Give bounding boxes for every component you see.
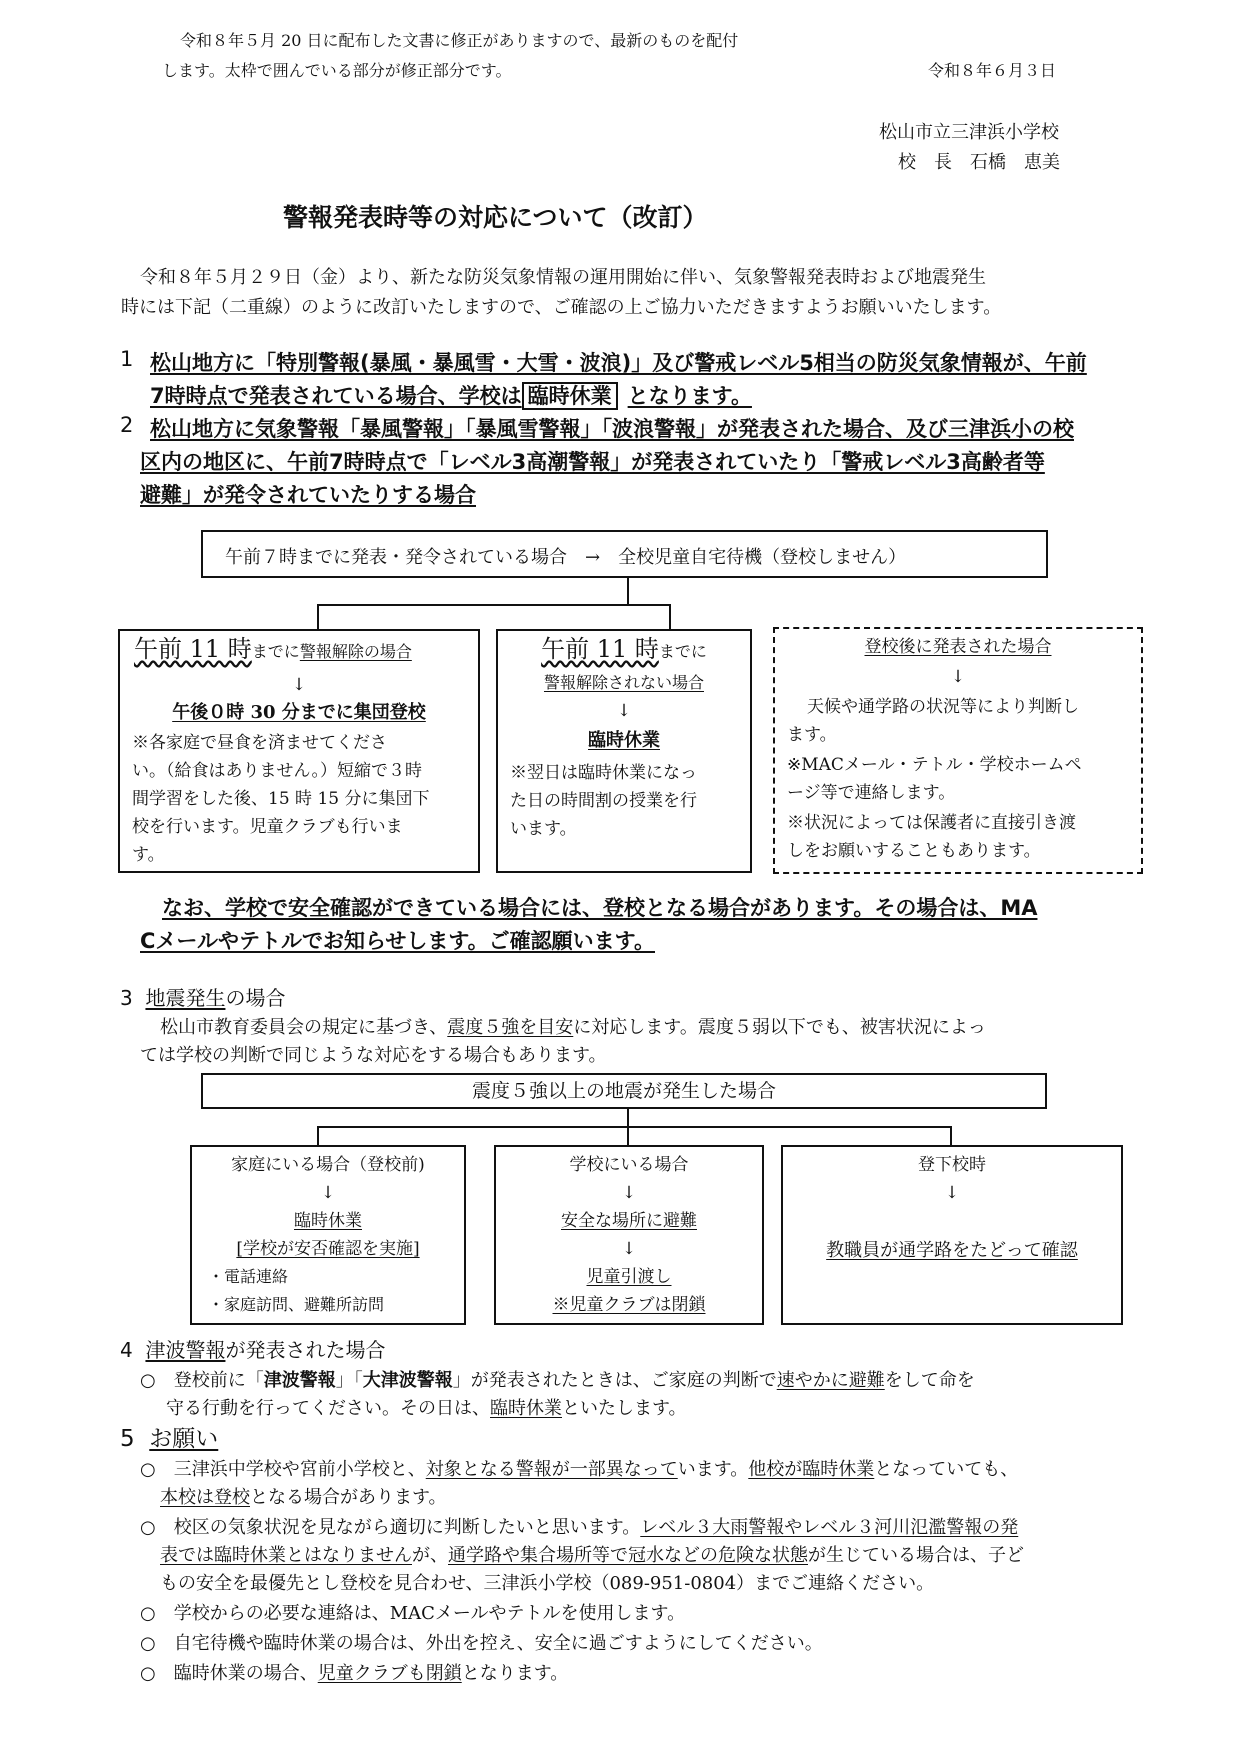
item4-evacuate-quickly: 速やかに避難	[776, 1370, 885, 1391]
safety-note-line1: なお、学校で安全確認ができている場合には、登校となる場合があります。その場合は、MA	[162, 896, 1038, 920]
r2-dangerous-conditions: 通学路や集合場所等で冠水などの危険な状態	[448, 1545, 808, 1566]
flow2-connector-vertical	[627, 1109, 629, 1127]
r2-a: ○ 校区の気象状況を見ながら適切に判断したいと思います。	[140, 1517, 641, 1538]
r2-not-closed: 表では臨時休業とはなりません	[160, 1545, 412, 1566]
r2-f: が生じている場合は、子ど	[808, 1545, 1024, 1566]
item1-line2-pre: 7時時点で発表されている場合、学校は	[150, 384, 522, 408]
flow2-top-box	[201, 1073, 1047, 1109]
flow1-connector-horizontal	[317, 604, 671, 606]
flow2-connector-horizontal	[317, 1126, 952, 1128]
item4-l1-c: 」「	[335, 1370, 363, 1391]
flow2-connector-right	[950, 1126, 952, 1146]
item3-heading	[120, 982, 285, 1011]
item1-line2-post: となります。	[627, 384, 752, 408]
principal-name: 校 長 石橋 恵美	[898, 152, 1060, 173]
r1-a: ○ 三津浜中学校や宮前小学校と、	[140, 1459, 426, 1480]
intro-line1: 令和８年５月２９日（金）より、新たな防災気象情報の運用開始に伴い、気象警報発表時および地震発生	[140, 267, 986, 288]
item4-major-tsunami-warning: 大津波警報	[362, 1370, 453, 1391]
issue-date: 令和８年６月３日	[928, 61, 1057, 80]
item4-heading-underlined: 津波警報	[145, 1338, 226, 1362]
flow2-at-home-box	[190, 1145, 466, 1325]
request-1-line1	[140, 1455, 1018, 1481]
r1-e: となっていても、	[874, 1459, 1019, 1480]
request-2-line3: もの安全を最優先とし登校を見合わせ、三津浜小学校（089-951-0804）までご連絡ください。	[160, 1573, 935, 1594]
after-arrival-line-6: しをお願いすることもあります。	[787, 841, 1041, 861]
item3-number: 3	[120, 986, 133, 1010]
item2-line3: 避難」が発令されていたりする場合	[140, 483, 476, 507]
flow1-lifted-by-11-box	[118, 629, 480, 873]
item4-number: 4	[120, 1338, 133, 1362]
at-school-heading: 学校にいる場合	[569, 1155, 689, 1175]
item4-heading-rest: が発表された場合	[225, 1338, 386, 1362]
after-arrival-line-1: 天候や通学路の状況等により判断し	[807, 697, 1079, 717]
lifted-note-2: い。（給食はありません。）短縮で３時	[132, 761, 423, 781]
request-2-line2	[160, 1541, 1024, 1567]
after-arrival-line-4: ージ等で連絡します。	[787, 783, 956, 803]
item5-number: 5	[120, 1426, 135, 1452]
item2-line2: 区内の地区に、午前7時時点で「レベル3高潮警報」が発表されていたり「警戒レベル3高齢者等	[140, 450, 1045, 474]
flow2-top-text: 震度５強以上の地震が発生した場合	[471, 1080, 776, 1102]
flow1-top-text: 午前７時までに発表・発令されている場合 → 全校児童自宅待機（登校しません）	[225, 547, 907, 568]
request-4: ○ 自宅待機や臨時休業の場合は、外出を控え、安全に過ごすようにしてください。	[140, 1633, 823, 1654]
item2-line1: 松山地方に気象警報「暴風警報」「暴風雪警報」「波浪警報」が発表された場合、及び三津浜小の校	[150, 417, 1074, 441]
commuting-heading: 登下校時	[918, 1155, 986, 1175]
lifted-result: 午後０時 30 分までに集団登校	[172, 702, 426, 723]
flow2-connector-middle	[627, 1126, 629, 1146]
r5-club-closed: 児童クラブも閉鎖	[317, 1663, 462, 1684]
at-home-safety-check: [学校が安否確認を実施]	[236, 1239, 420, 1259]
lifted-time: 午前 11 時	[134, 635, 252, 663]
correction-notice-line1: 令和８年５月 20 日に配布した文書に修正がありますので、最新のものを配付	[180, 31, 739, 50]
commuting-result: 教職員が通学路をたどって確認	[826, 1240, 1078, 1261]
r5-c: となります。	[461, 1663, 569, 1684]
item4-l2-a: 守る行動を行ってください。その日は、	[166, 1398, 490, 1419]
item4-l1-e: 」が発表されたときは、ご家庭の判断で	[452, 1370, 777, 1391]
at-home-bullet-visit: ・家庭訪問、避難所訪問	[208, 1295, 385, 1314]
r2-d: が、	[412, 1545, 448, 1566]
item5-heading	[120, 1420, 218, 1453]
r1-c: います。	[677, 1459, 749, 1480]
not-lifted-condition: 警報解除されない場合	[543, 673, 704, 692]
lifted-until: までに	[251, 642, 300, 661]
after-arrival-arrow: ↓	[950, 667, 966, 687]
flow1-top-box	[201, 530, 1048, 578]
after-arrival-line-3: ※MACメール・テトル・学校ホームペ	[787, 755, 1082, 775]
r1-our-school-open: 本校は登校	[160, 1487, 250, 1508]
at-home-heading: 家庭にいる場合（登校前)	[231, 1155, 425, 1175]
at-school-club-closed: ※児童クラブは閉鎖	[552, 1295, 706, 1315]
not-lifted-arrow: ↓	[616, 701, 632, 721]
after-arrival-line-5: ※状況によっては保護者に直接引き渡	[787, 813, 1076, 833]
flow1-connector-vertical	[627, 578, 629, 605]
flow1-after-arrival-box	[773, 627, 1143, 874]
intro-line2: 時には下記（二重線）のように改訂いたしますので、ご確認の上ご協力いただきますようお願いいたします。	[121, 297, 1002, 318]
not-lifted-heading	[498, 635, 750, 666]
not-lifted-result: 臨時休業	[588, 730, 660, 751]
lifted-heading	[134, 635, 474, 666]
r1-different-warnings: 対象となる警報が一部異なって	[425, 1459, 678, 1480]
correction-notice-line2: します。太枠で囲んでいる部分が修正部分です。	[162, 61, 512, 80]
lifted-note-3: 間学習をした後、15 時 15 分に集団下	[132, 789, 430, 809]
flow2-at-school-box	[494, 1145, 764, 1325]
flow1-connector-left	[317, 604, 319, 630]
request-2-line1	[140, 1513, 1018, 1539]
flow1-connector-middle	[669, 604, 671, 630]
school-name: 松山市立三津浜小学校	[879, 122, 1059, 143]
safety-note-line2: Cメールやテトルでお知らせします。ご確認願います。	[140, 929, 655, 953]
item4-heading	[120, 1334, 385, 1363]
item1-number: 1	[120, 347, 134, 371]
not-lifted-note-1: ※翌日は臨時休業になっ	[510, 763, 697, 783]
item1-line1: 松山地方に「特別警報(暴風・暴風雪・大雪・波浪)」及び警戒レベル5相当の防災気象情報が、午前	[150, 351, 1087, 375]
not-lifted-until: までに	[658, 642, 707, 661]
page-title: 警報発表時等の対応について（改訂）	[283, 203, 708, 232]
item3-body1-pre: 松山市教育委員会の規定に基づき、	[160, 1017, 448, 1038]
r1-g: となる場合があります。	[250, 1487, 447, 1508]
at-school-arrow-1: ↓	[621, 1183, 637, 1203]
request-5	[140, 1659, 568, 1685]
item3-body1-post: に対応します。震度５弱以下でも、被害状況によっ	[573, 1017, 986, 1038]
item4-closure: 臨時休業	[490, 1398, 562, 1419]
temporary-closure-box: 臨時休業	[522, 382, 618, 410]
item4-l1-a: ○ 登校前に「	[140, 1370, 264, 1391]
flow2-commuting-box	[781, 1145, 1123, 1325]
at-school-handover: 児童引渡し	[586, 1267, 672, 1287]
flow2-connector-left	[317, 1126, 319, 1146]
request-3: ○ 学校からの必要な連絡は、MACメールやテトルを使用します。	[140, 1603, 686, 1624]
at-home-arrow: ↓	[320, 1183, 336, 1203]
at-home-result: 臨時休業	[294, 1211, 362, 1231]
item3-heading-rest: の場合	[225, 986, 286, 1010]
not-lifted-note-3: います。	[510, 819, 577, 839]
item4-line2	[166, 1394, 687, 1420]
item2-number: 2	[120, 413, 134, 437]
commuting-arrow: ↓	[944, 1183, 960, 1203]
after-arrival-heading: 登校後に発表された場合	[864, 637, 1052, 657]
lifted-note-5: す。	[132, 845, 165, 865]
at-school-evacuate: 安全な場所に避難	[561, 1211, 697, 1231]
r1-other-school-closed: 他校が臨時休業	[748, 1459, 875, 1480]
item4-tsunami-warning: 津波警報	[263, 1370, 336, 1391]
item3-heading-underlined: 地震発生	[145, 986, 226, 1010]
request-1-line2	[160, 1483, 447, 1509]
item3-body-line1	[160, 1013, 986, 1039]
item4-l1-g: をして命を	[884, 1370, 975, 1391]
at-school-arrow-2: ↓	[621, 1239, 637, 1259]
not-lifted-time: 午前 11 時	[541, 635, 659, 663]
item5-heading-text: お願い	[149, 1426, 219, 1452]
lifted-condition: 警報解除の場合	[299, 642, 412, 661]
item4-l2-c: といたします。	[562, 1398, 687, 1419]
after-arrival-line-2: ます。	[787, 725, 837, 745]
lifted-arrow: ↓	[291, 675, 307, 695]
at-home-bullet-phone: ・電話連絡	[208, 1267, 289, 1286]
item1-line2	[150, 380, 752, 410]
r5-a: ○ 臨時休業の場合、	[140, 1663, 318, 1684]
item4-line1	[140, 1366, 975, 1392]
item3-body-line2: ては学校の判断で同じような対応をする場合もあります。	[140, 1045, 607, 1066]
r2-level3-warnings: レベル３大雨警報やレベル３河川氾濫警報の発	[640, 1517, 1019, 1538]
item3-body1-underlined: 震度５強を目安	[447, 1017, 574, 1038]
flow1-not-lifted-box	[496, 629, 752, 873]
not-lifted-note-2: た日の時間割の授業を行	[510, 791, 697, 811]
lifted-note-1: ※各家庭で昼食を済ませてくださ	[132, 733, 387, 753]
lifted-note-4: 校を行います。児童クラブも行いま	[132, 817, 403, 837]
